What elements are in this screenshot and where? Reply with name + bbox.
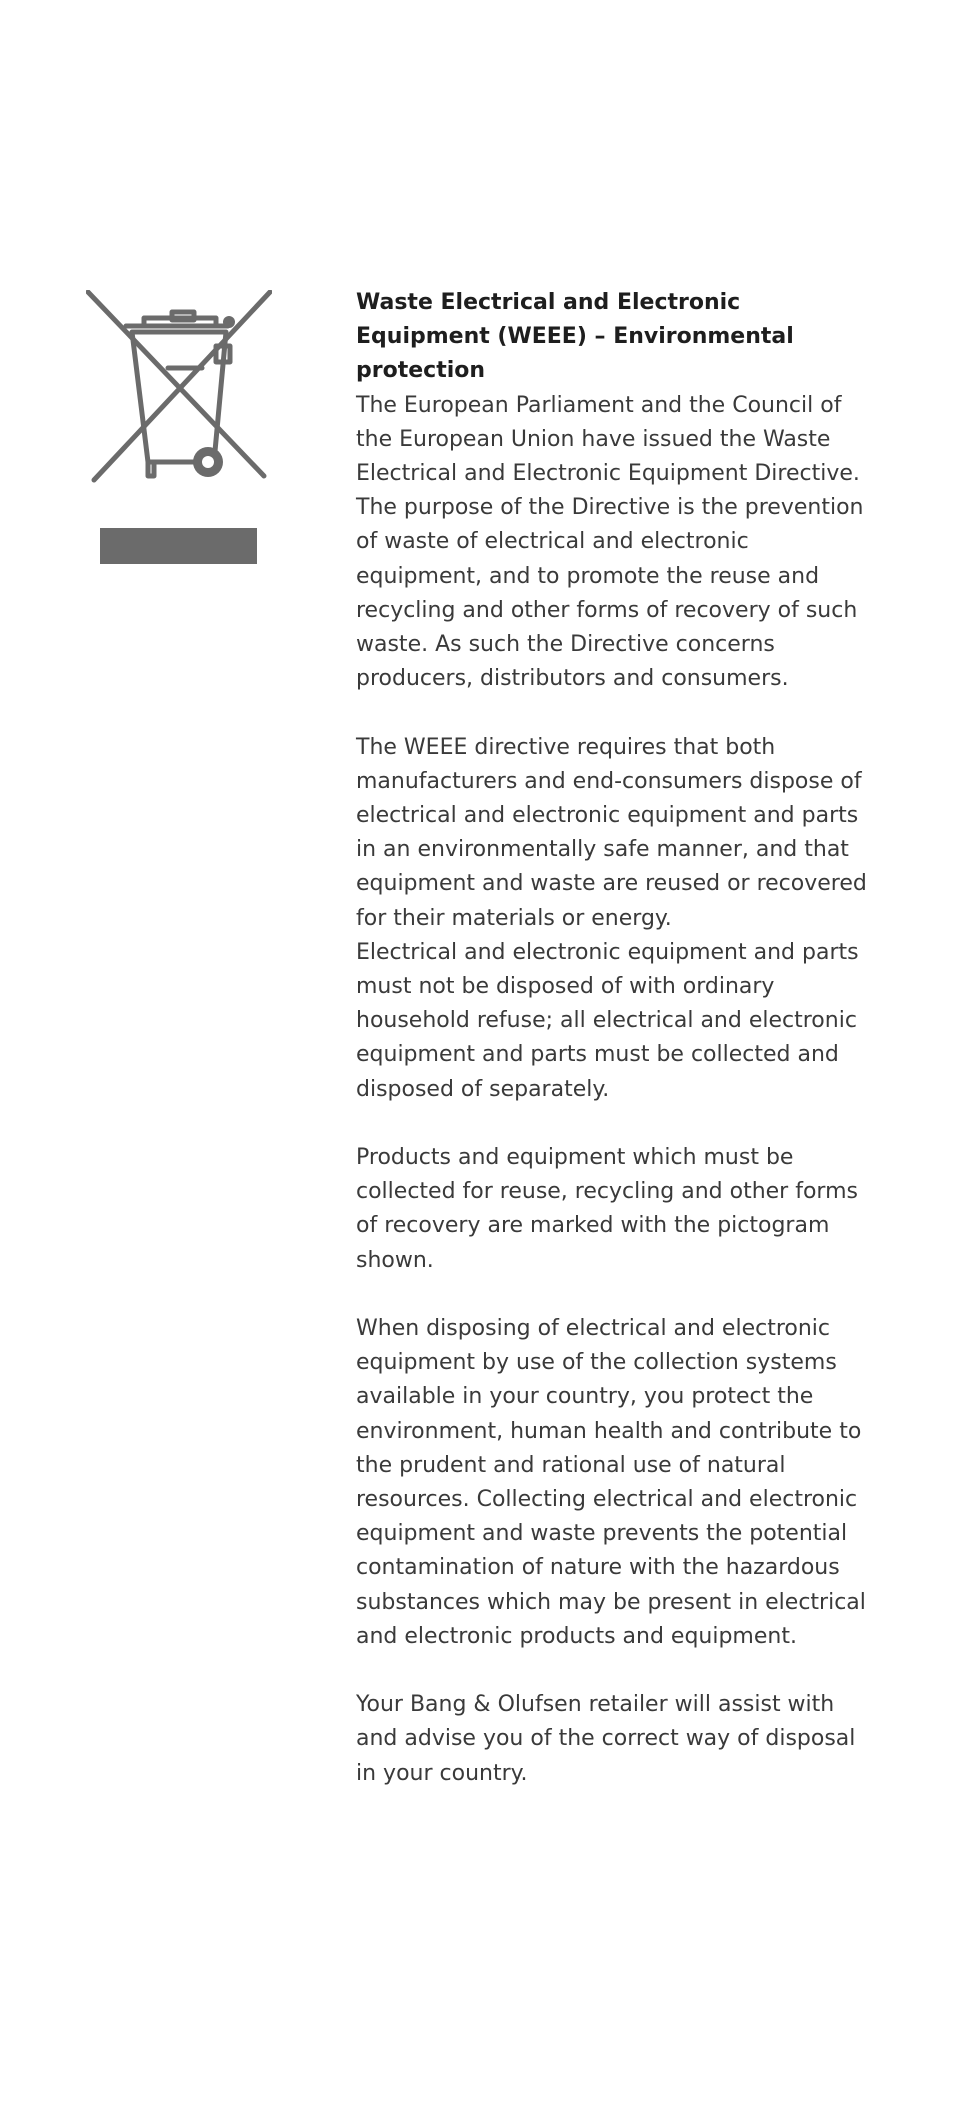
paragraph-directive: The European Parliament and the Council of the European Union have issued the Waste Electrical and Electronic Equipment Directive. The purpose of the Directive is the prevention of waste of electrical and electronic equipment, and to promote the reuse and recycling and other forms of recovery of such waste. As such the Directive concerns producers, distributors and consumers. — [356, 392, 864, 692]
paragraph-collection: When disposing of electrical and electronic equipment by use of the collection systems available in your country, you protect the environment, human health and contribute to the prudent and rational use of natural resources. Collecting electrical and electronic equipment and waste prevents the potential contamination of nature with the hazardous substances which may be present in electrical and electronic products and equipment. — [356, 1316, 866, 1649]
page-heading: Waste Electrical and Electronic Equipment (WEEE) – Environmental protection — [356, 290, 794, 384]
paragraph-disposal: Electrical and electronic equipment and parts must not be disposed of with ordinary household refuse; all electrical and electronic equipment and parts must be collected and disposed of separately. — [356, 939, 859, 1102]
weee-symbol — [86, 290, 272, 496]
spacer — [356, 696, 876, 730]
spacer — [356, 1654, 876, 1688]
weee-bar — [100, 528, 257, 564]
spacer — [356, 1278, 876, 1312]
spacer — [356, 1107, 876, 1141]
paragraph-retailer: Your Bang & Olufsen retailer will assist with and advise you of the correct way of disposal in your country. — [356, 1692, 856, 1786]
crossed-out-wheelie-bin-icon — [86, 290, 272, 496]
paragraph-pictogram: Products and equipment which must be collected for reuse, recycling and other forms of recovery are marked with the pictogram shown. — [356, 1145, 858, 1273]
paragraph-requirements: The WEEE directive requires that both manufacturers and end-consumers dispose of electrical and electronic equipment and parts in an environmentally safe manner, and that equipment and waste are reused or recovered for their materials or energy. — [356, 734, 867, 931]
weee-text — [356, 286, 876, 1791]
